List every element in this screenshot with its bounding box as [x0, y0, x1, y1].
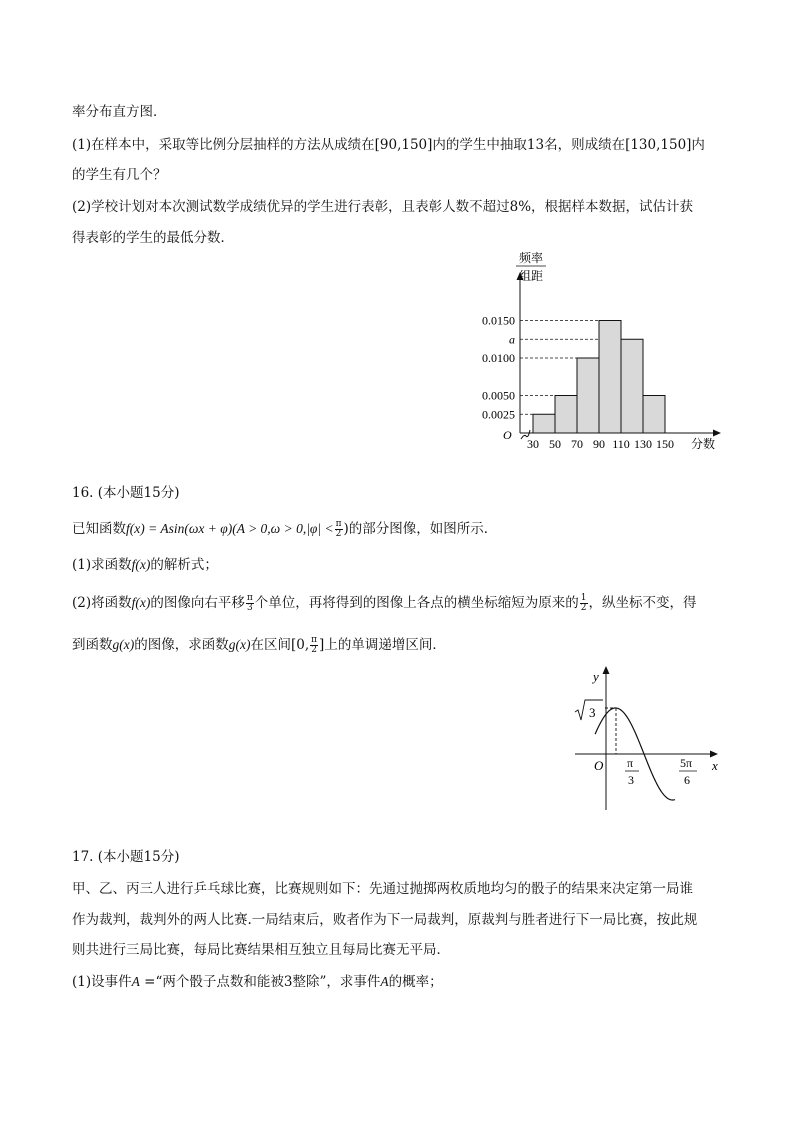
tick-5pi-over-6-den: 6 [684, 773, 690, 787]
p16-q2b-text: 在区间[0, [250, 637, 310, 653]
p16-q1-suffix: 的解析式； [150, 557, 218, 573]
x-tick-label: 90 [593, 437, 605, 451]
x-axis-arrow [710, 751, 718, 758]
origin-label: O [594, 758, 604, 773]
x-tick-label: 30 [527, 437, 539, 451]
histogram-bar [555, 396, 577, 434]
y-axis-title-top: 频率 [518, 251, 544, 265]
p16-q2-scale-fraction [580, 594, 588, 613]
p17-q1-event: A [380, 974, 389, 989]
p16-q2-function: f(x) [131, 595, 151, 610]
fraction-numerator: π [335, 519, 342, 529]
x-axis-arrow [713, 430, 721, 437]
y-tick-label: 0.0100 [482, 351, 515, 365]
fraction-denominator: 2 [580, 603, 587, 613]
p15-q2-line1: (2)学校计划对本次测试数学成绩优异的学生进行表彰，且表彰人数不超过8%，根据样本数据，试估计获 [72, 199, 694, 215]
p16-q2-shift-fraction [246, 594, 254, 613]
y-tick-label: 0.0050 [482, 388, 515, 403]
p17-q1 [72, 973, 443, 991]
p17-body-line1: 甲、乙、丙三人进行乒乓球比赛，比赛规则如下：先通过抛掷两枚质地均匀的骰子的结果来决定第一局谁 [72, 881, 693, 897]
y-axis-title-bottom: 组距 [518, 269, 544, 283]
y-tick-label: a [509, 332, 515, 347]
p16-q2-line1 [72, 594, 697, 613]
p16-q2b-function: g(x) [228, 637, 251, 652]
x-tick-label: 150 [656, 437, 674, 451]
histogram-bar [533, 414, 555, 433]
p16-q1-function: f(x) [131, 557, 151, 572]
p16-q2b-fraction [310, 636, 318, 655]
p15-intro-end: 率分布直方图． [72, 104, 167, 120]
histogram-bar [599, 321, 621, 434]
fraction-denominator: 2 [335, 529, 342, 539]
tick-pi-over-3-den: 3 [628, 773, 634, 787]
p16-q1-prefix: (1)求函数 [72, 557, 132, 573]
origin-label: O [503, 428, 512, 442]
x-tick-label: 130 [634, 437, 652, 451]
x-axis-title: 分数 [690, 437, 716, 451]
p17-body-line2: 作为裁判，裁判外的两人比赛.一局结束后，败者作为下一局裁判，原裁判与胜者进行下一局比赛，按此规 [72, 912, 698, 928]
p17-q1-text: 的概率； [388, 974, 443, 990]
amplitude-label: 3 [589, 705, 596, 720]
p16-q1 [72, 556, 218, 574]
tick-5pi-over-6-num: 5π [680, 756, 693, 770]
p16-given-suffix: )的部分图像，如图所示． [343, 521, 498, 537]
p15-q1-line2: 的学生有几个？ [72, 167, 167, 183]
p17-q1-event: A [131, 974, 140, 989]
p16-q2-text: ，纵坐标不变，得 [588, 595, 697, 611]
y-tick-label: 0.0150 [482, 313, 515, 328]
p16-q2b-function: g(x) [112, 637, 135, 652]
p16-q2-prefix: (2)将函数 [72, 595, 132, 611]
fraction-denominator: 3 [246, 603, 253, 613]
p16-q2-line2 [72, 636, 446, 655]
p17-body-line3: 则共进行三局比赛，每局比赛结果相互独立且每局比赛无平局． [72, 942, 450, 958]
fraction-denominator: 2 [311, 645, 317, 655]
p16-q2b-text: 到函数 [72, 637, 113, 653]
p17-q1-text: =“两个骰子点数和能被3整除”，求事件 [139, 974, 381, 990]
x-tick-label: 70 [571, 437, 583, 451]
p17-q1-text: (1)设事件 [72, 974, 132, 990]
p16-given-fraction [335, 520, 343, 539]
x-axis-label: x [712, 758, 718, 773]
y-tick-label: 0.0025 [482, 407, 515, 422]
p16-given-prefix: 已知函数 [72, 521, 126, 537]
p16-q2b-text: 的图像，求函数 [134, 637, 229, 653]
p16-given-function: f(x) = Asin(ωx + φ)(A > 0,ω > 0,|φ| < [126, 521, 334, 536]
fraction-numerator: π [311, 635, 318, 645]
x-tick-label: 50 [549, 437, 561, 451]
p16-heading: 16. (本小题15分) [72, 485, 180, 501]
p16-q2-text: 的图像向右平移 [150, 595, 245, 611]
histogram-chart [455, 245, 740, 455]
fraction-numerator: 1 [580, 593, 587, 603]
p15-q1-line1: (1)在样本中，采取等比例分层抽样的方法从成绩在[90,150]内的学生中抽取13名，则成绩在[130,150]内 [72, 137, 705, 153]
p17-heading: 17. (本小题15分) [72, 849, 180, 865]
fraction-numerator: π [246, 593, 253, 603]
p16-q2b-text: ]上的单调递增区间． [319, 637, 446, 653]
sine-graph [565, 662, 730, 817]
p16-q2-text: 个单位，再将得到的图像上各点的横坐标缩短为原来的 [254, 595, 579, 611]
y-axis-arrow [603, 666, 610, 674]
histogram-bar [643, 396, 665, 434]
y-axis-label: y [593, 669, 599, 684]
p15-q2-line2: 得表彰的学生的最低分数． [72, 230, 234, 246]
x-tick-label: 110 [612, 437, 630, 451]
p16-given [72, 520, 497, 539]
histogram-bar [577, 358, 599, 433]
histogram-bar [621, 339, 643, 433]
tick-pi-over-3-num: π [627, 756, 634, 770]
